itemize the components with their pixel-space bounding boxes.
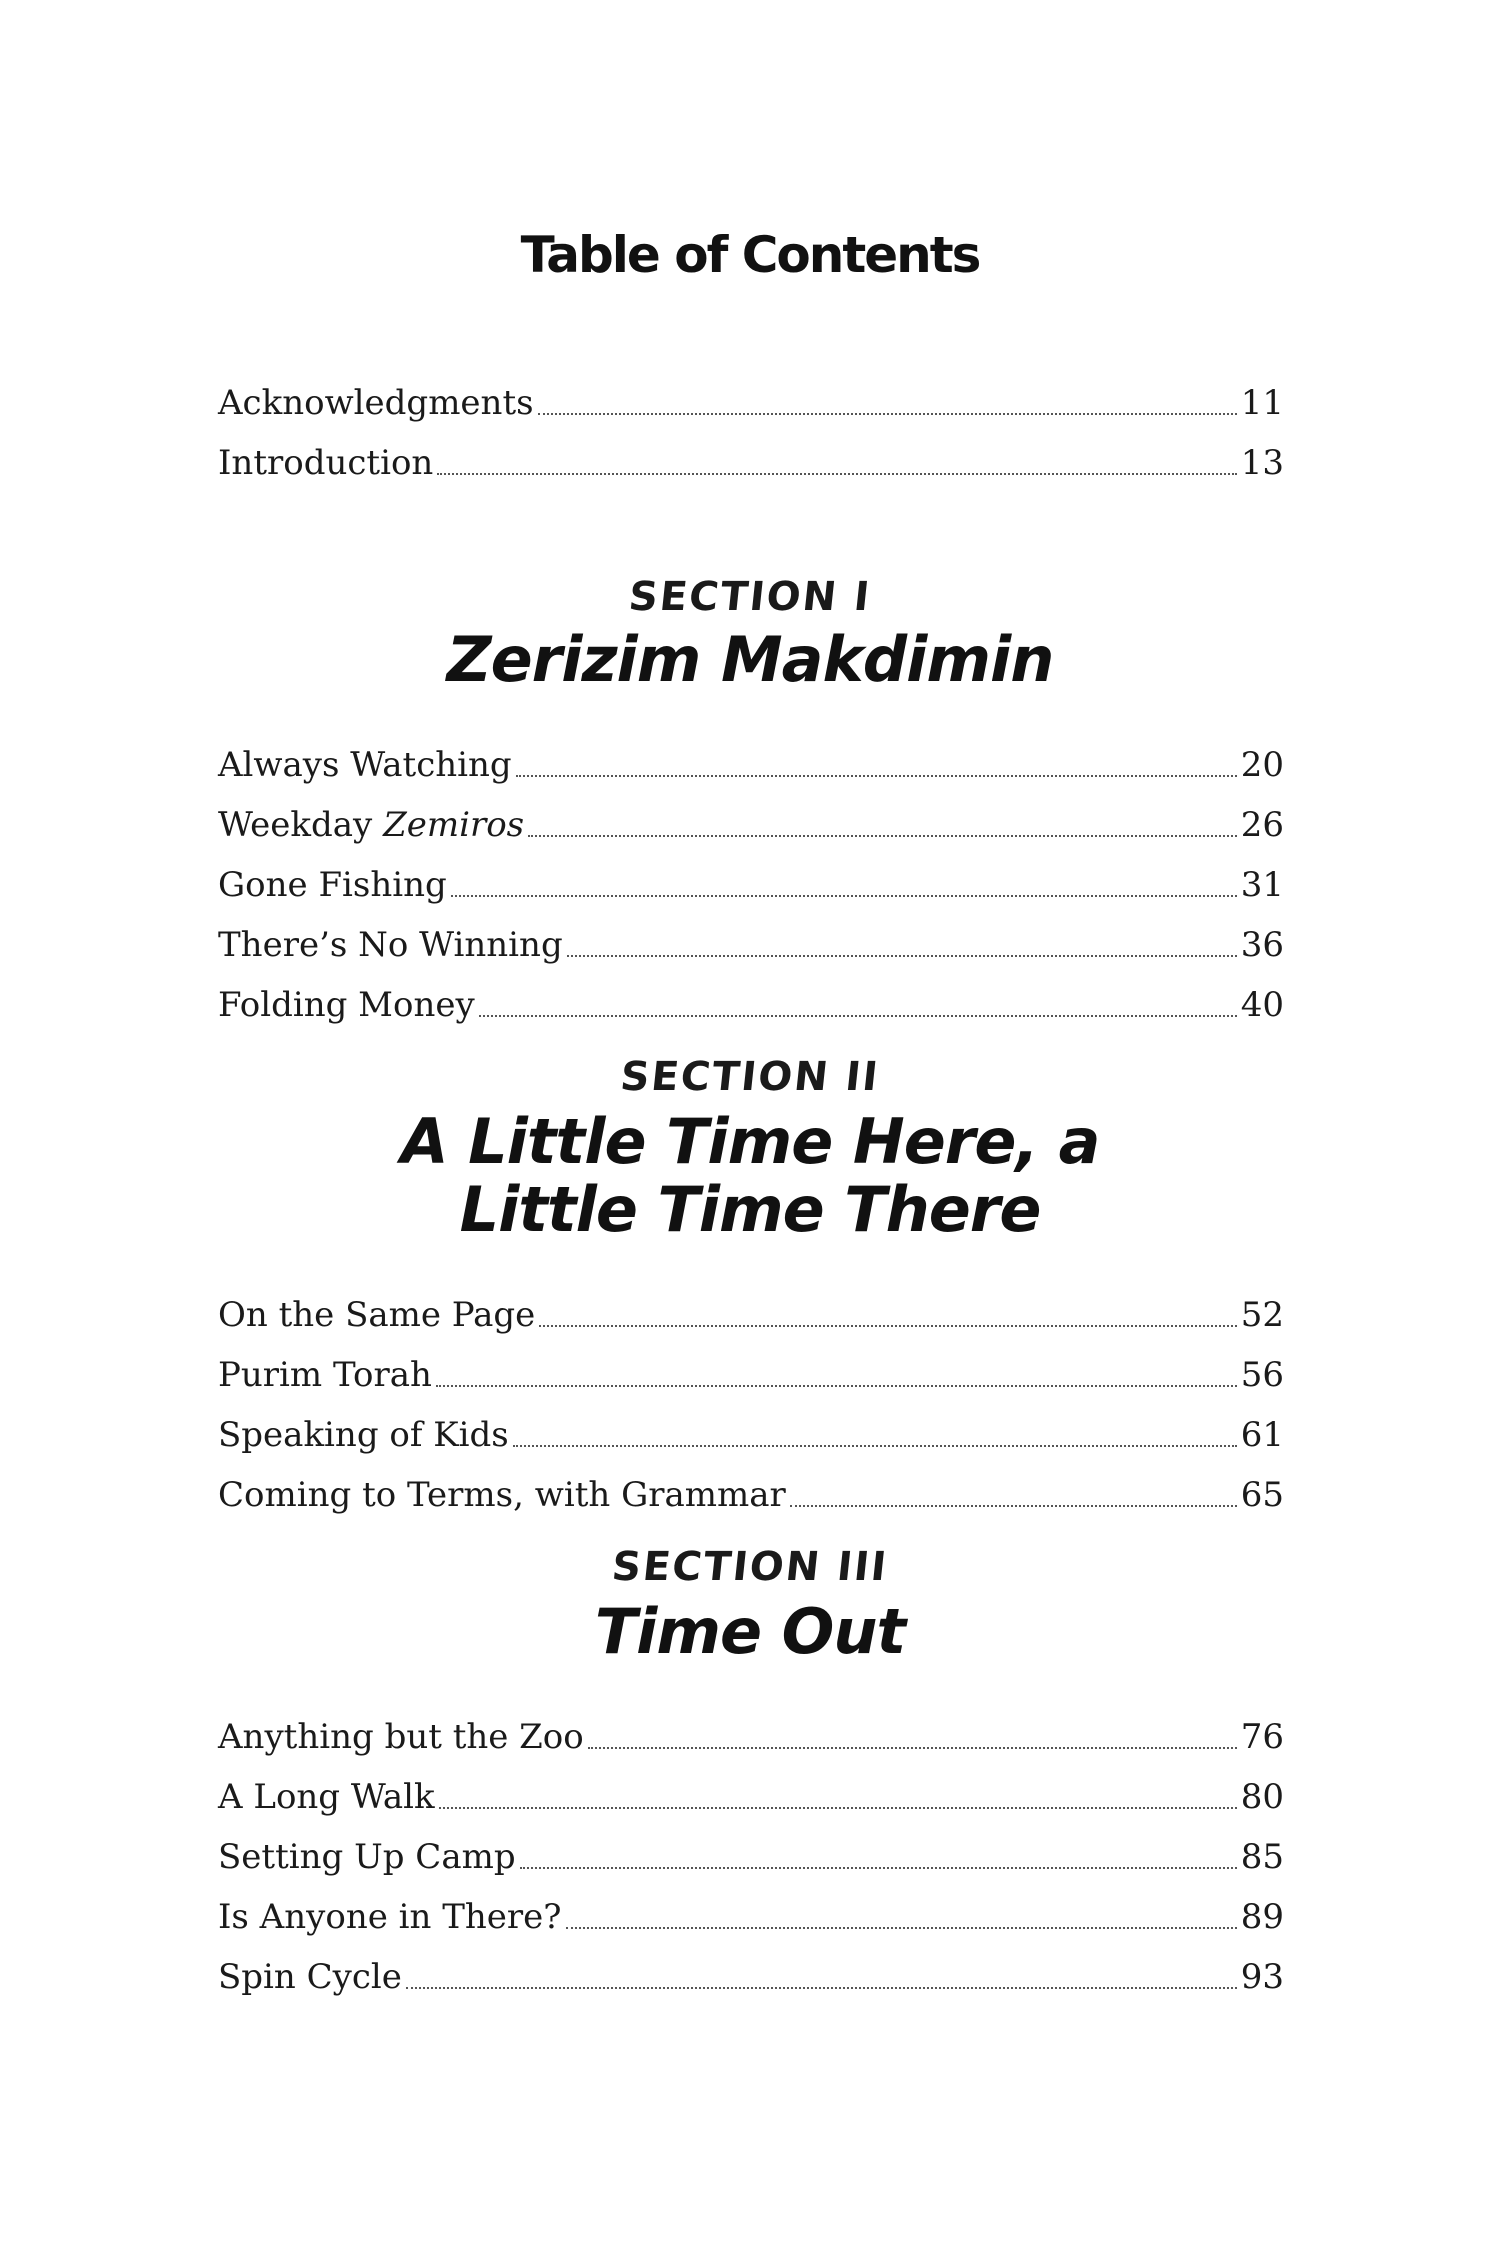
dot-leader bbox=[538, 413, 1237, 415]
toc-entry-label: Is Anyone in There? bbox=[218, 1897, 562, 1937]
section-2-title-line: A Little Time Here, a bbox=[400, 1105, 1100, 1178]
section-2-list bbox=[218, 1272, 1284, 1515]
toc-entry-label-roman: Weekday bbox=[218, 805, 384, 845]
toc-entry-label: A Long Walk bbox=[218, 1777, 435, 1817]
toc-entry[interactable] bbox=[218, 1934, 1284, 1997]
toc-entry-label bbox=[218, 805, 525, 845]
toc-entry[interactable] bbox=[218, 1814, 1284, 1877]
toc-entry[interactable] bbox=[218, 1272, 1284, 1335]
dot-leader bbox=[790, 1505, 1237, 1507]
dot-leader bbox=[436, 1385, 1237, 1387]
section-1-title-line: Zerizim Makdimin bbox=[446, 623, 1054, 696]
section-1-title bbox=[0, 623, 1500, 696]
section-2-title bbox=[0, 1105, 1500, 1246]
dot-leader bbox=[566, 1927, 1237, 1929]
toc-entry-page: 20 bbox=[1240, 745, 1284, 785]
toc-entry[interactable] bbox=[218, 1332, 1284, 1395]
toc-entry-page: 26 bbox=[1240, 805, 1284, 845]
toc-entry[interactable] bbox=[218, 902, 1284, 965]
toc-entry-page: 85 bbox=[1240, 1837, 1284, 1877]
front-matter-list bbox=[218, 360, 1284, 483]
section-2-title-line: Little Time There bbox=[459, 1173, 1041, 1246]
toc-entry-page: 36 bbox=[1240, 925, 1284, 965]
section-1-kicker: SECTION I bbox=[626, 574, 874, 620]
dot-leader bbox=[439, 1807, 1237, 1809]
toc-entry-label: Folding Money bbox=[218, 985, 475, 1025]
toc-entry-label: Speaking of Kids bbox=[218, 1415, 509, 1455]
dot-leader bbox=[528, 835, 1237, 837]
toc-entry-label: Purim Torah bbox=[218, 1355, 432, 1395]
toc-entry-page: 52 bbox=[1240, 1295, 1284, 1335]
toc-entry[interactable] bbox=[218, 420, 1284, 483]
toc-entry[interactable] bbox=[218, 782, 1284, 845]
toc-entry-label: Setting Up Camp bbox=[218, 1837, 516, 1877]
toc-entry-label: Gone Fishing bbox=[218, 865, 447, 905]
toc-entry[interactable] bbox=[218, 722, 1284, 785]
toc-entry-page: 89 bbox=[1240, 1897, 1284, 1937]
dot-leader bbox=[520, 1867, 1237, 1869]
dot-leader bbox=[588, 1747, 1237, 1749]
toc-entry-label: There’s No Winning bbox=[218, 925, 563, 965]
toc-entry[interactable] bbox=[218, 1392, 1284, 1455]
toc-entry[interactable] bbox=[218, 1874, 1284, 1937]
toc-entry[interactable] bbox=[218, 1754, 1284, 1817]
dot-leader bbox=[406, 1987, 1237, 1989]
toc-entry-label: Always Watching bbox=[218, 745, 512, 785]
toc-entry[interactable] bbox=[218, 962, 1284, 1025]
toc-entry-label: Introduction bbox=[218, 443, 434, 483]
section-3-list bbox=[218, 1694, 1284, 1997]
dot-leader bbox=[437, 473, 1236, 475]
section-2-kicker: SECTION II bbox=[618, 1054, 882, 1100]
toc-entry[interactable] bbox=[218, 842, 1284, 905]
dot-leader bbox=[539, 1325, 1236, 1327]
section-3-title bbox=[0, 1595, 1500, 1668]
toc-entry-page: 56 bbox=[1240, 1355, 1284, 1395]
toc-entry-label: On the Same Page bbox=[218, 1295, 536, 1335]
toc-entry-page: 76 bbox=[1240, 1717, 1284, 1757]
dot-leader bbox=[479, 1015, 1237, 1017]
toc-entry-label: Acknowledgments bbox=[218, 383, 534, 423]
toc-entry[interactable] bbox=[218, 1694, 1284, 1757]
toc-entry-page: 80 bbox=[1240, 1777, 1284, 1817]
toc-entry-page: 65 bbox=[1240, 1475, 1284, 1515]
toc-entry-label: Coming to Terms, with Grammar bbox=[218, 1475, 786, 1515]
section-3-title-line: Time Out bbox=[594, 1595, 906, 1668]
page-title: Table of Contents bbox=[520, 226, 980, 284]
section-3-kicker: SECTION III bbox=[609, 1544, 891, 1590]
dot-leader bbox=[451, 895, 1237, 897]
toc-entry-label: Anything but the Zoo bbox=[218, 1717, 584, 1757]
toc-entry[interactable] bbox=[218, 1452, 1284, 1515]
dot-leader bbox=[567, 955, 1237, 957]
toc-entry-label-italic: Zemiros bbox=[383, 805, 525, 845]
dot-leader bbox=[513, 1445, 1237, 1447]
toc-entry-page: 31 bbox=[1240, 865, 1284, 905]
toc-entry[interactable] bbox=[218, 360, 1284, 423]
toc-entry-page: 13 bbox=[1240, 443, 1284, 483]
toc-entry-page: 61 bbox=[1240, 1415, 1284, 1455]
toc-entry-label: Spin Cycle bbox=[218, 1957, 402, 1997]
toc-entry-page: 93 bbox=[1240, 1957, 1284, 1997]
section-1-list bbox=[218, 722, 1284, 1025]
toc-entry-page: 40 bbox=[1240, 985, 1284, 1025]
dot-leader bbox=[516, 775, 1237, 777]
toc-entry-page: 11 bbox=[1240, 383, 1284, 423]
